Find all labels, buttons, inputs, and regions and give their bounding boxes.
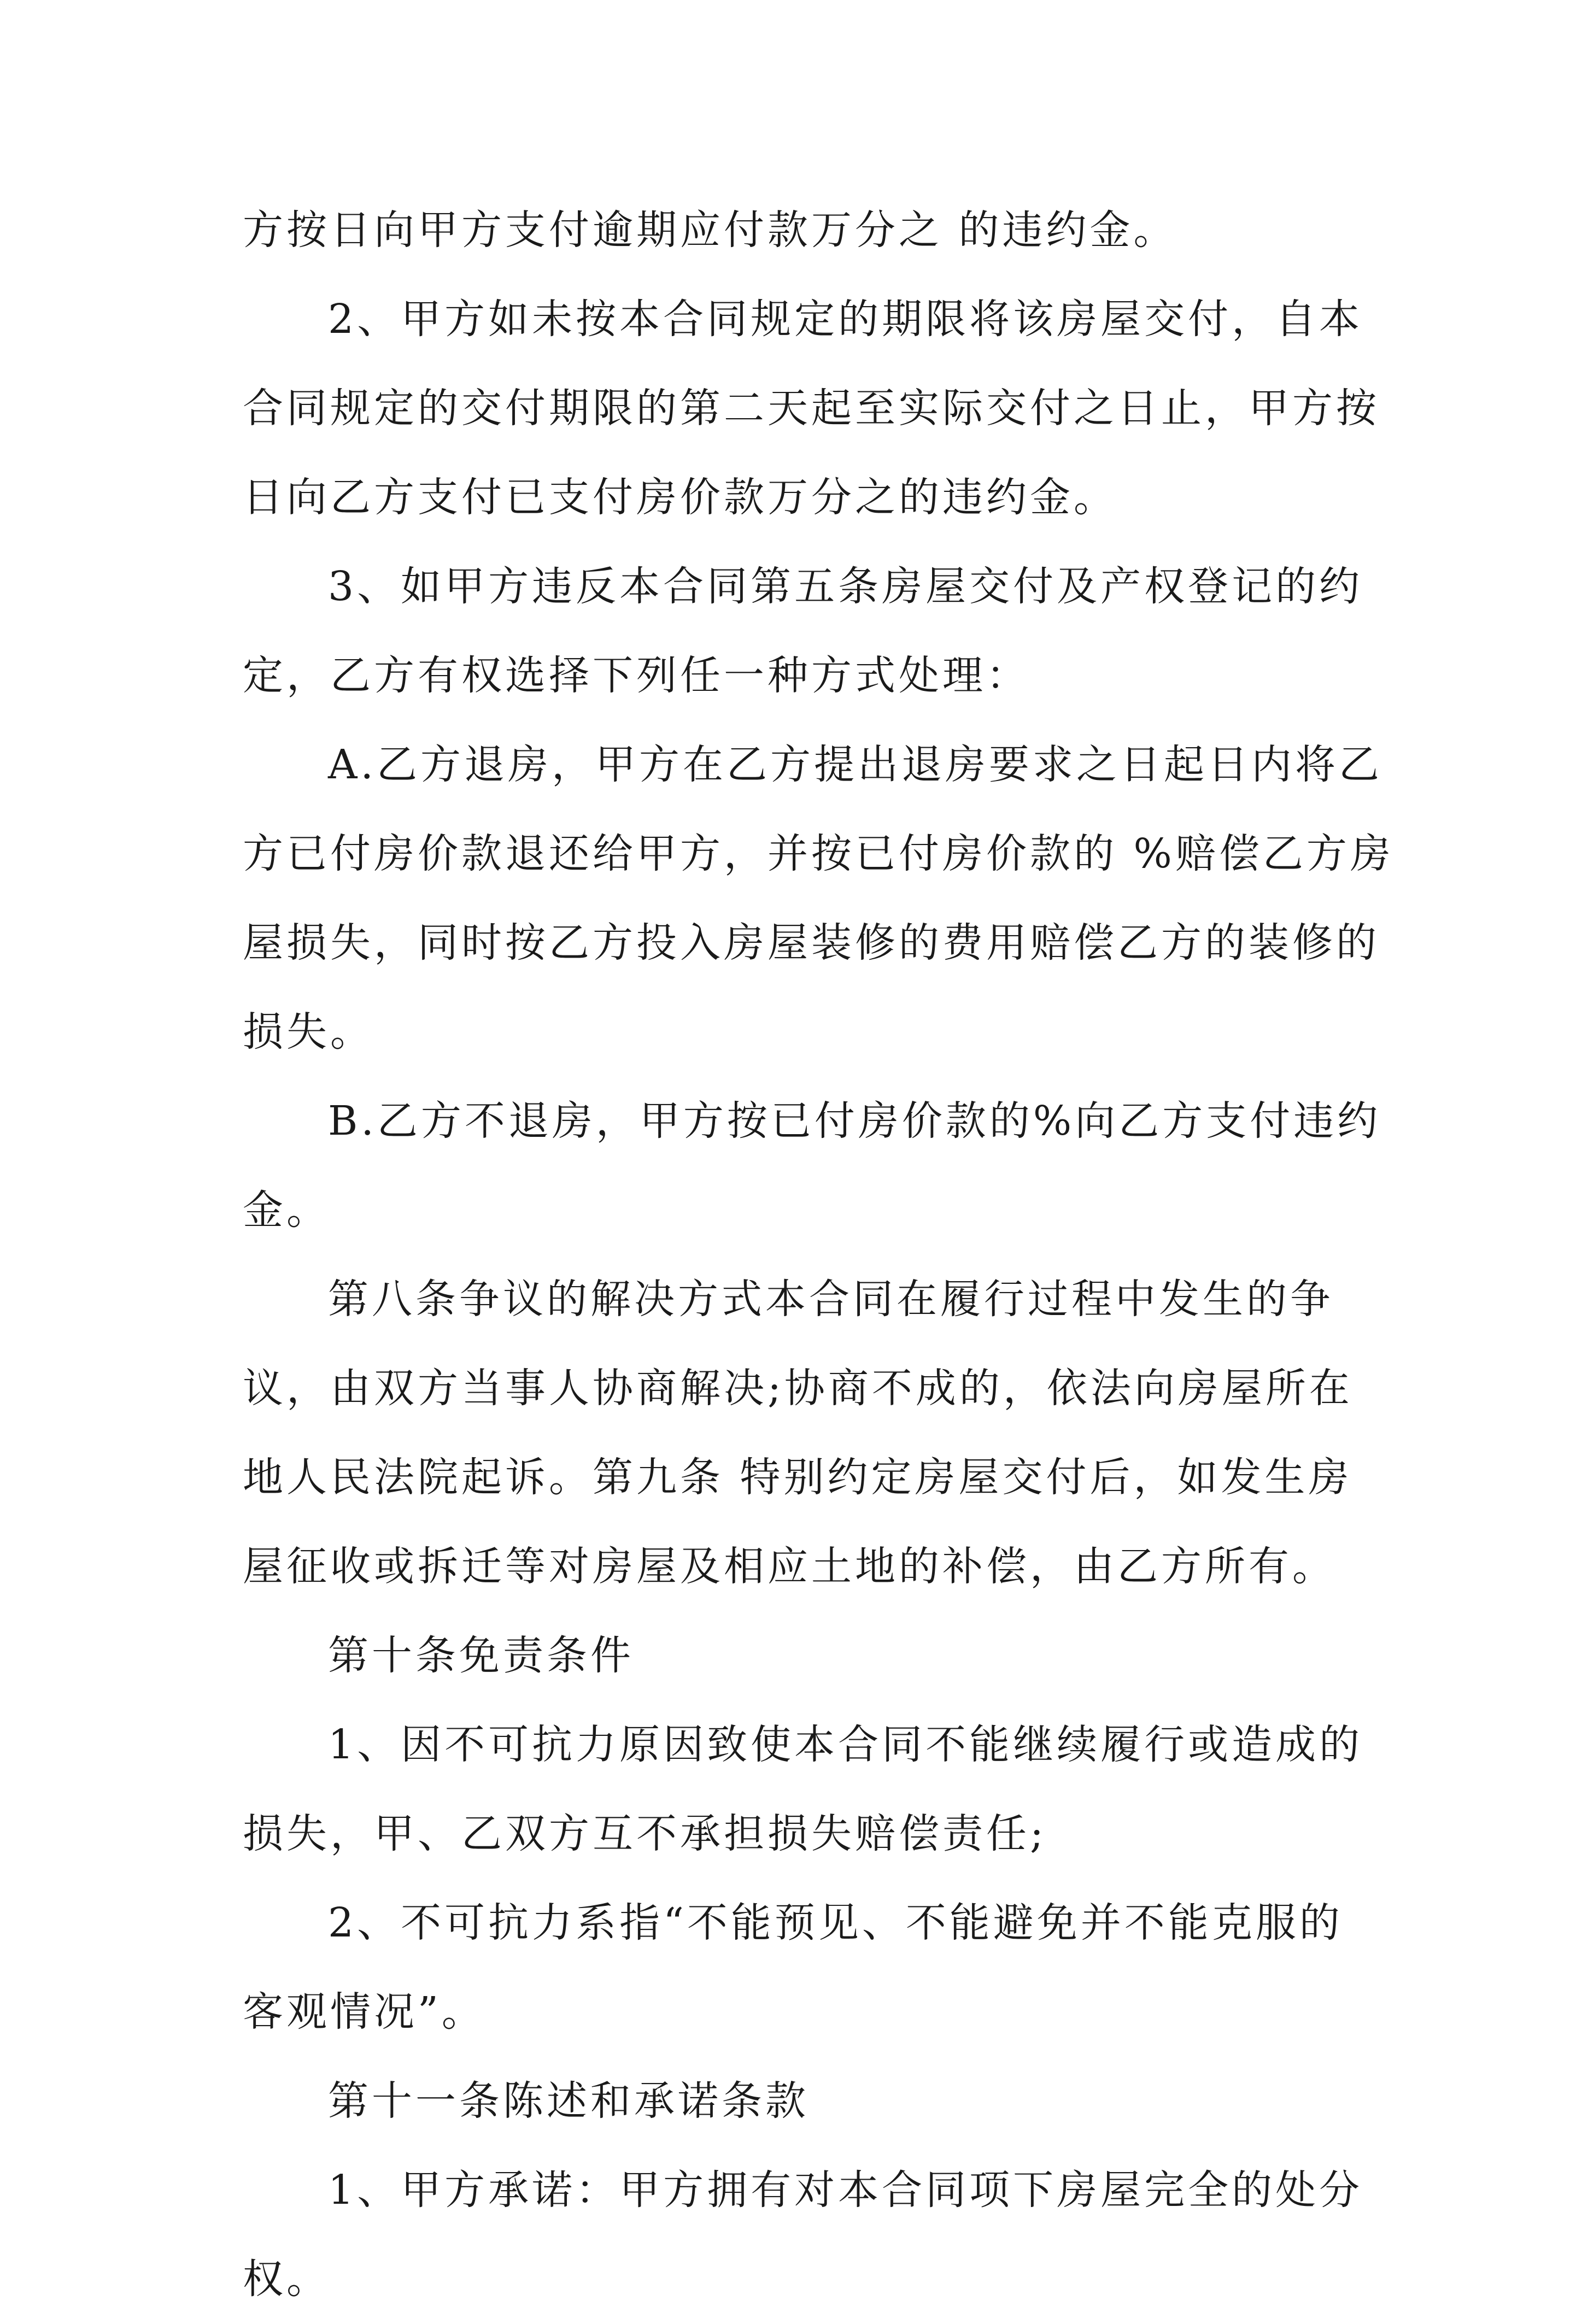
text-line: 金。: [243, 1187, 330, 1234]
text-line: 地人民法院起诉。第九条 特别约定房屋交付后，如发生房: [243, 1454, 1352, 1501]
text-line: 定，乙方有权选择下列任一种方式处理：: [243, 652, 1030, 699]
text-line: 3、如甲方违反本合同第五条房屋交付及产权登记的约: [328, 563, 1363, 610]
text-line: 第八条争议的解决方式本合同在履行过程中发生的争: [328, 1276, 1334, 1323]
text-line: A.乙方退房，甲方在乙方提出退房要求之日起日内将乙: [328, 741, 1382, 788]
text-line: 第十一条陈述和承诺条款: [328, 2077, 809, 2125]
text-line: 屋征收或拆迁等对房屋及相应土地的补偿，由乙方所有。: [243, 1543, 1336, 1590]
text-line: 损失。: [243, 1008, 374, 1055]
contract-body-text: [243, 186, 1394, 2324]
text-line: 2、甲方如未按本合同规定的期限将该房屋交付，自本: [328, 296, 1363, 343]
text-line: 议，由双方当事人协商解决;协商不成的，依法向房屋所在: [243, 1365, 1353, 1412]
text-line: 屋损失，同时按乙方投入房屋装修的费用赔偿乙方的装修的: [243, 919, 1380, 966]
text-line: 第十条免责条件: [328, 1632, 634, 1679]
text-line: 1、甲方承诺：甲方拥有对本合同项下房屋完全的处分: [328, 2167, 1363, 2214]
text-line: B.乙方不退房，甲方按已付房价款的%向乙方支付违约: [328, 1098, 1381, 1145]
text-line: 方按日向甲方支付逾期应付款万分之 的违约金。: [243, 207, 1177, 254]
text-line: 损失，甲、乙双方互不承担损失赔偿责任;: [243, 1810, 1047, 1857]
text-line: 合同规定的交付期限的第二天起至实际交付之日止，甲方按: [243, 385, 1380, 432]
text-line: 2、不可抗力系指“不能预见、不能避免并不能克服的: [328, 1899, 1343, 1946]
text-line: 1、因不可抗力原因致使本合同不能继续履行或造成的: [328, 1721, 1363, 1768]
text-line: 方已付房价款退还给甲方，并按已付房价款的 %赔偿乙方房: [243, 830, 1394, 877]
text-line: 客观情况”。: [243, 1988, 485, 2035]
text-line: 权。: [243, 2256, 330, 2303]
text-line: 日向乙方支付已支付房价款万分之的违约金。: [243, 474, 1117, 521]
